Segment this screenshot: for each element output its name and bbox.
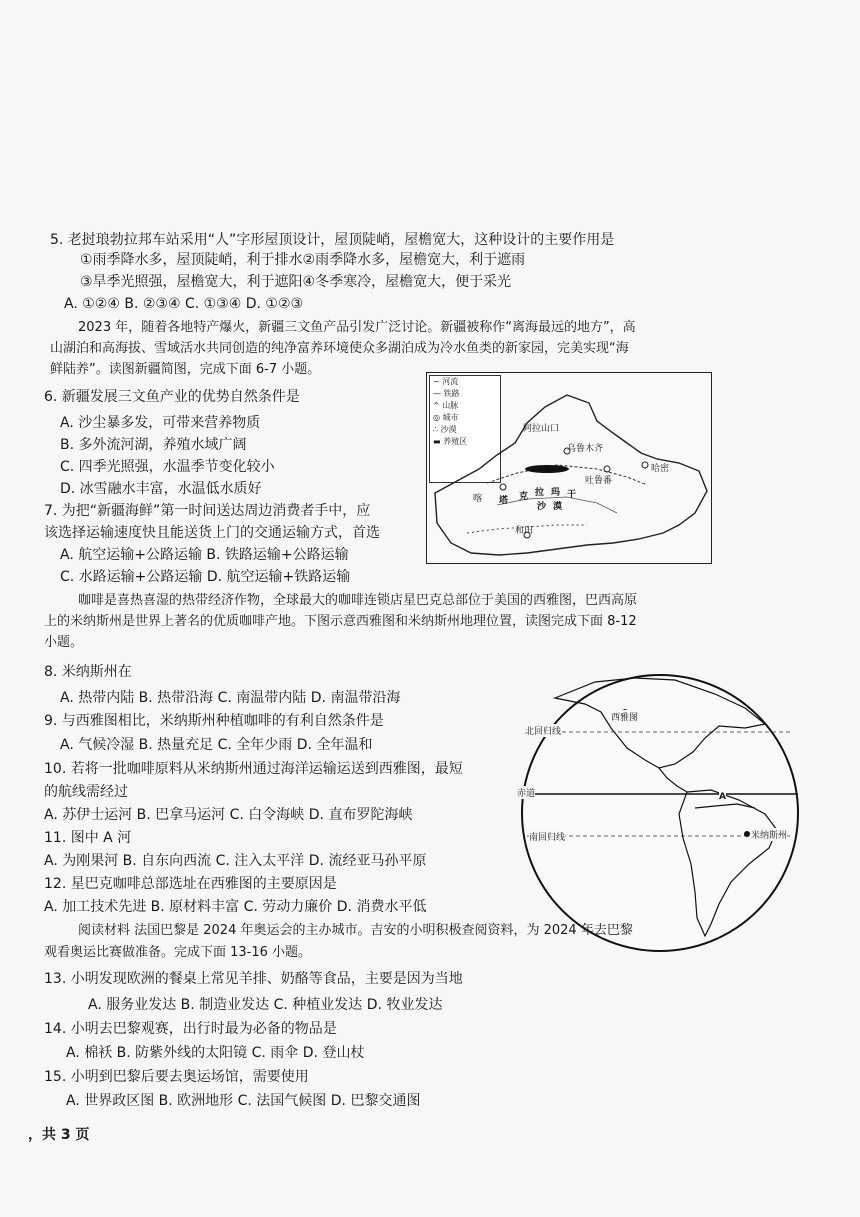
passage2-line2: 上的米纳斯州是世界上著名的优质咖啡产地。下图示意西雅图和米纳斯州地理位置，读图完成下面 8-12 [44, 614, 637, 629]
q9-stem: 9. 与西雅图相比，米纳斯州种植咖啡的有利自然条件是 [44, 713, 384, 729]
q15-choices: A. 世界政区图 B. 欧洲地形 C. 法国气候图 D. 巴黎交通图 [66, 1093, 421, 1109]
label-desert-5: 干 [567, 490, 577, 500]
q11-choices: A. 为刚果河 B. 自东向西流 C. 注入太平洋 D. 流经亚马孙平原 [44, 853, 427, 869]
legend-farm: ▬ 养殖区 [433, 437, 468, 446]
q5-stem: 5. 老挝琅勃拉邦车站采用“人”字形屋顶设计，屋顶陡峭，屋檐宽大，这种设计的主要作用是 [50, 232, 615, 248]
q5-options-line1: ①雨季降水多，屋顶陡峭，利于排水②雨季降水多，屋檐宽大，利于遮雨 [80, 252, 526, 268]
q7-choices-ab: A. 航空运输+公路运输 B. 铁路运输+公路运输 [60, 547, 349, 563]
q12-choices: A. 加工技术先进 B. 原材料丰富 C. 劳动力廉价 D. 消费水平低 [44, 899, 427, 915]
xinjiang-map [426, 372, 712, 564]
q15-stem: 15. 小明到巴黎后要去奥运场馆，需要使用 [44, 1069, 309, 1085]
q6-option-c: C. 四季光照强，水温季节变化较小 [60, 459, 275, 475]
q8-stem: 8. 米纳斯州在 [44, 664, 132, 680]
q5-options-line2: ③旱季光照强，屋檐宽大，利于遮阳④冬季寒冷，屋檐宽大，便于采光 [80, 274, 512, 290]
passage1-line1: 2023 年，随着各地特产爆火，新疆三文鱼产品引发广泛讨论。新疆被称作“离海最远的地方”，高 [78, 320, 636, 335]
q5-choices: A. ①②④ B. ②③④ C. ①③④ D. ①②③ [64, 296, 304, 312]
q10-choices: A. 苏伊士运河 B. 巴拿马运河 C. 白令海峡 D. 直布罗陀海峡 [44, 807, 413, 823]
legend-mountain: ^ 山脉 [433, 401, 459, 410]
q9-choices: A. 气候冷湿 B. 热量充足 C. 全年少雨 D. 全年温和 [60, 737, 373, 753]
label-desert-3: 拉 [535, 488, 545, 498]
q7-stem-line2: 该选择运输速度快且能送货上门的交通运输方式，首选 [44, 525, 380, 541]
passage3-line1: 阅读材料 法国巴黎是 2024 年奥运会的主办城市。吉安的小明积极查阅资料，为 2024 年去巴黎 [78, 923, 633, 938]
q14-choices: A. 棉袄 B. 防紫外线的太阳镜 C. 雨伞 D. 登山杖 [66, 1045, 365, 1061]
label-equator: 赤道 [517, 786, 535, 799]
passage1-line3: 鲜陆养”。读图新疆简图，完成下面 6-7 小题。 [50, 362, 321, 377]
q6-option-a: A. 沙尘暴多发，可带来营养物质 [60, 415, 261, 431]
legend-railway: — 铁路 [433, 389, 460, 398]
q6-option-b: B. 多外流河湖，养殖水域广阔 [60, 437, 247, 453]
passage1-line2: 山湖泊和高海拔、雪域活水共同创造的纯净富养环境使众多湖泊成为冷水鱼类的新家园，完美实现“海 [50, 341, 629, 356]
q10-stem-line1: 10. 若将一批咖啡原料从米纳斯州通过海洋运输运送到西雅图，最短 [44, 761, 463, 777]
q7-stem-line1: 7. 为把“新疆海鲜”第一时间送达周边消费者手中，应 [44, 503, 371, 519]
label-turpan: 吐鲁番 [585, 476, 613, 486]
globe-map [515, 668, 805, 958]
label-hotan: 和田 [515, 526, 534, 536]
label-kashgar: 喀 [473, 494, 483, 504]
passage2-line3: 小题。 [44, 635, 84, 650]
label-tropic-capricorn: 南回归线 [529, 830, 565, 843]
label-desert-4: 玛 [551, 488, 561, 498]
legend-river: ~ 河流 [433, 377, 459, 386]
label-river-a: A [719, 792, 726, 802]
q13-stem: 13. 小明发现欧洲的餐桌上常见羊排、奶酪等食品，主要是因为当地 [44, 971, 463, 987]
page-count: ，共 3 页 [28, 1127, 90, 1143]
q7-choices-cd: C. 水路运输+公路运输 D. 航空运输+铁路运输 [60, 569, 351, 585]
label-urumqi: 乌鲁木齐 [567, 444, 604, 454]
label-minas-gerais: 米纳斯州 [751, 828, 787, 841]
q11-stem: 11. 图中 A 河 [44, 830, 132, 846]
q13-choices: A. 服务业发达 B. 制造业发达 C. 种植业发达 D. 牧业发达 [88, 997, 443, 1013]
q14-stem: 14. 小明去巴黎观赛，出行时最为必备的物品是 [44, 1021, 337, 1037]
label-desert-2: 克 [519, 492, 529, 502]
label-tropic-cancer: 北回归线 [525, 724, 561, 737]
label-desert-6: 沙 [537, 502, 547, 512]
q6-option-d: D. 冰雪融水丰富，水温低水质好 [60, 481, 262, 497]
q6-stem: 6. 新疆发展三文鱼产业的优势自然条件是 [44, 389, 300, 405]
label-desert-7: 漠 [553, 502, 563, 512]
legend-city: ◎ 城市 [433, 413, 459, 422]
label-seattle: 西雅图 [611, 710, 638, 723]
label-alashankou: 阿拉山口 [523, 424, 560, 434]
label-hami: 哈密 [651, 464, 670, 474]
passage2-line1: 咖啡是喜热喜湿的热带经济作物，全球最大的咖啡连锁店星巴克总部位于美国的西雅图，巴西高原 [78, 593, 638, 608]
legend-desert: ∴ 沙漠 [433, 425, 457, 434]
passage3-line2: 观看奥运比赛做准备。完成下面 13-16 小题。 [44, 945, 312, 960]
globe-drawing [515, 668, 805, 958]
q10-stem-line2: 的航线需经过 [44, 784, 128, 800]
q8-choices: A. 热带内陆 B. 热带沿海 C. 南温带内陆 D. 南温带沿海 [60, 690, 401, 706]
q12-stem: 12. 星巴克咖啡总部选址在西雅图的主要原因是 [44, 876, 337, 892]
label-desert-1: 塔 [499, 496, 509, 506]
